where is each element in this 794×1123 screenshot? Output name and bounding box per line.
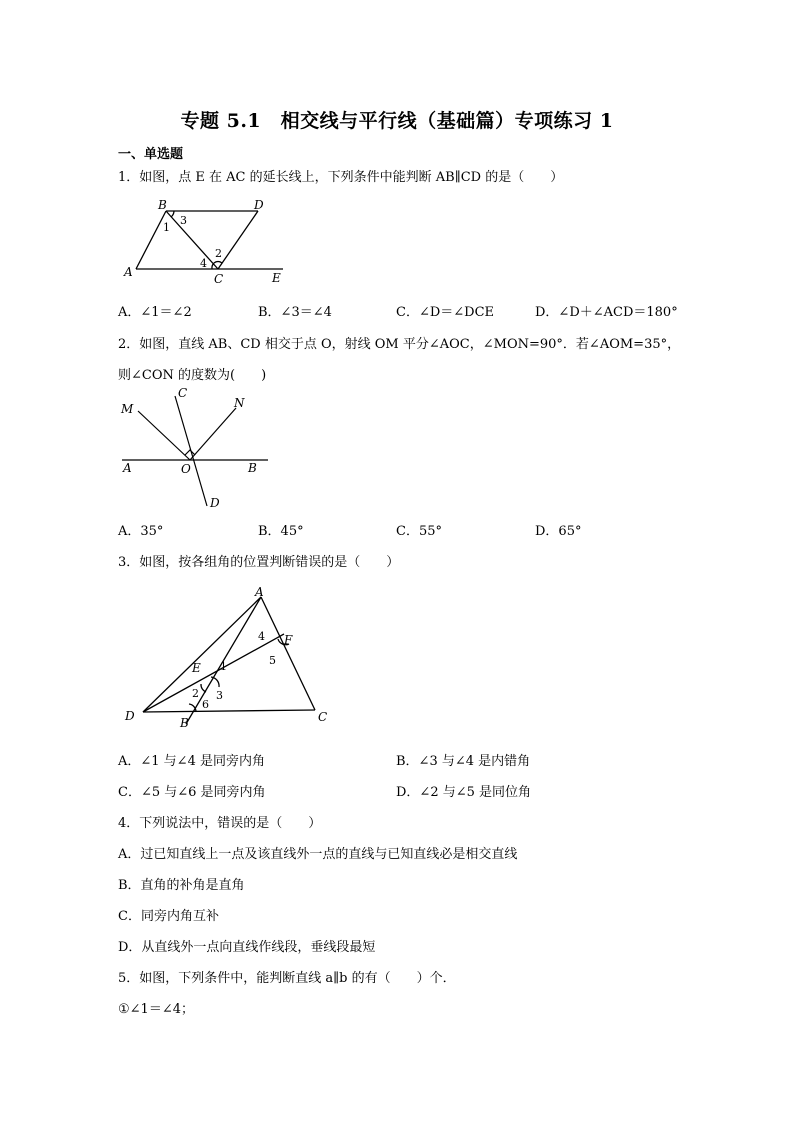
q1-option-a: A．∠1＝∠2 — [118, 305, 192, 320]
fig1-label-A: A — [124, 265, 133, 279]
question-4-stem: 4．下列说法中，错误的是（ ） — [118, 816, 322, 831]
q4-option-d: D．从直线外一点向直线作线段，垂线段最短 — [118, 940, 376, 955]
fig1-label-B: B — [158, 198, 167, 212]
q1-option-c: C．∠D＝∠DCE — [396, 305, 495, 320]
fig2-label-M: M — [121, 402, 134, 416]
fig3-angle-3: 3 — [216, 689, 223, 702]
q1-option-d: D．∠D＋∠ACD＝180° — [535, 305, 678, 320]
question-2-figure — [118, 386, 278, 511]
q2-option-d: D．65° — [535, 524, 582, 539]
question-2-stem-line1: 2．如图，直线 AB、CD 相交于点 O，射线 OM 平分∠AOC，∠MON=90°．若∠AOM=35°， — [118, 337, 681, 352]
q4-option-a: A．过已知直线上一点及该直线外一点的直线与已知直线必是相交直线 — [118, 847, 518, 862]
fig2-label-A: A — [123, 461, 132, 475]
fig1-angle-1: 1 — [163, 221, 170, 234]
fig1-angle-3: 3 — [180, 214, 187, 227]
fig2-label-D: D — [210, 496, 220, 510]
fig2-label-B: B — [248, 461, 257, 475]
q1-option-b: B．∠3＝∠4 — [258, 305, 332, 320]
fig3-angle-4: 4 — [258, 630, 265, 643]
question-2-stem-line2: 则∠CON 的度数为( ) — [118, 368, 267, 383]
fig3-angle-2: 2 — [192, 687, 199, 700]
q3-option-a: A．∠1 与∠4 是同旁内角 — [118, 754, 265, 769]
page-title: 专题 5.1 相交线与平行线（基础篇）专项练习 1 — [180, 110, 614, 132]
fig3-label-A: A — [255, 585, 264, 599]
question-5-item-1: ①∠1＝∠4； — [118, 1002, 194, 1017]
fig1-label-C: C — [214, 272, 224, 286]
fig3-label-E: E — [192, 661, 201, 675]
fig3-label-D: D — [125, 709, 135, 723]
q3-option-c: C．∠5 与∠6 是同旁内角 — [118, 785, 266, 800]
section-heading: 一、单选题 — [118, 147, 184, 162]
q3-option-b: B．∠3 与∠4 是内错角 — [396, 754, 531, 769]
fig3-label-B: B — [180, 716, 189, 730]
fig2-label-O: O — [181, 462, 191, 476]
q4-option-b: B．直角的补角是直角 — [118, 878, 245, 893]
q3-option-d: D．∠2 与∠5 是同位角 — [396, 785, 532, 800]
fig3-angle-1: 1 — [220, 660, 227, 673]
question-3-stem: 3．如图，按各组角的位置判断错误的是（ ） — [118, 555, 400, 570]
fig3-label-C: C — [318, 710, 328, 724]
question-5-stem: 5．如图，下列条件中，能判断直线 a∥b 的有（ ）个． — [118, 971, 456, 986]
q4-option-c: C．同旁内角互补 — [118, 909, 219, 924]
fig3-angle-6: 6 — [202, 698, 209, 711]
fig2-label-N: N — [234, 396, 245, 410]
fig3-angle-5: 5 — [269, 654, 276, 667]
fig1-label-D: D — [254, 198, 264, 212]
q2-option-b: B．45° — [258, 524, 304, 539]
fig1-angle-4: 4 — [200, 257, 207, 270]
fig1-angle-2: 2 — [215, 247, 222, 260]
fig2-label-C: C — [178, 386, 188, 400]
q2-option-a: A．35° — [118, 524, 164, 539]
question-1-stem: 1．如图，点 E 在 AC 的延长线上，下列条件中能判断 AB∥CD 的是（ ） — [118, 170, 564, 185]
fig3-label-F: F — [284, 633, 293, 647]
fig1-label-E: E — [272, 271, 281, 285]
question-3-figure — [118, 582, 338, 730]
question-1-figure — [118, 196, 298, 286]
q2-option-c: C．55° — [396, 524, 442, 539]
